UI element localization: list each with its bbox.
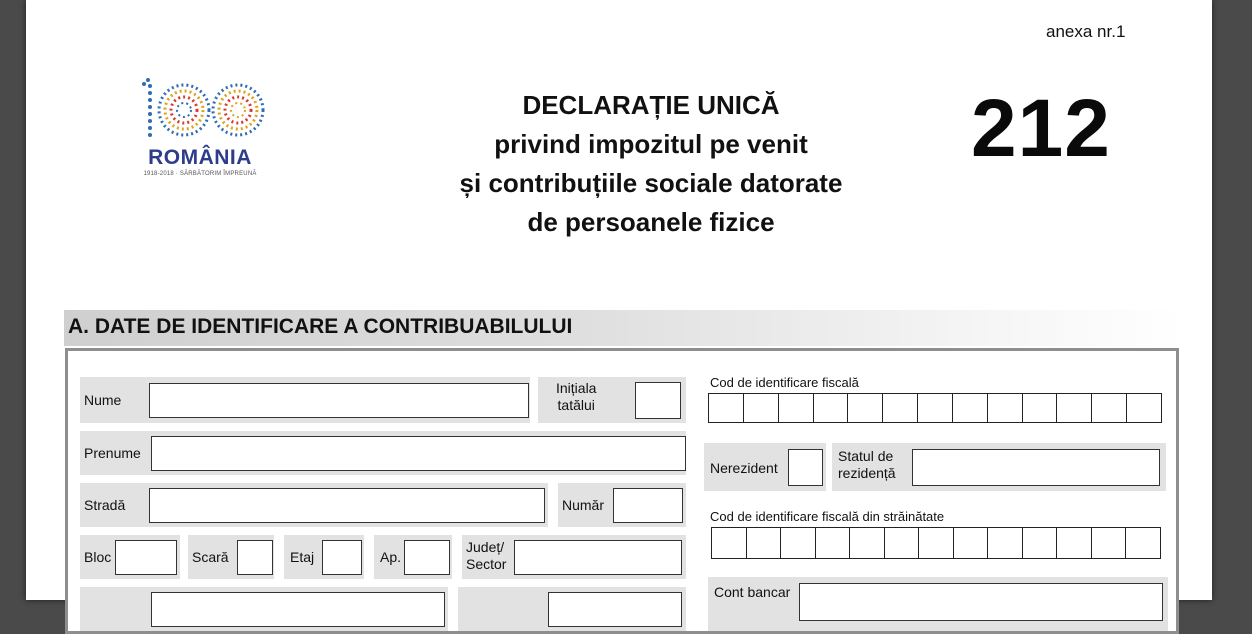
form-number: 212 xyxy=(971,83,1111,174)
nerezident-checkbox[interactable] xyxy=(788,449,823,486)
centenary-100-icon xyxy=(132,76,268,146)
etaj-input[interactable] xyxy=(322,540,362,575)
cont-bancar-label: Cont bancar xyxy=(714,584,791,600)
title-line-1: DECLARAȚIE UNICĂ xyxy=(522,90,780,120)
prenume-input[interactable] xyxy=(151,436,686,471)
section-a-header xyxy=(64,310,1184,346)
cif-strainatate-digit-boxes[interactable] xyxy=(711,527,1161,559)
form-page xyxy=(26,0,1212,600)
cif-label: Cod de identificare fiscală xyxy=(710,375,859,390)
cif-strainatate-label: Cod de identificare fiscală din străinătate xyxy=(710,509,945,524)
logo-tagline: 1918-2018 · SĂRBĂTORIM ÎMPREUNĂ xyxy=(143,171,257,177)
nume-input[interactable] xyxy=(149,383,529,418)
localitate-cell xyxy=(80,587,448,631)
bloc-cell xyxy=(80,535,180,579)
title-line-2: privind impozitul pe venit xyxy=(494,129,808,159)
section-a-title: A. DATE DE IDENTIFICARE A CONTRIBUABILULUI xyxy=(68,315,573,338)
ap-input[interactable] xyxy=(404,540,450,575)
judet-label: Județ/ Sector xyxy=(466,539,507,572)
initiala-cell xyxy=(538,377,686,423)
bloc-label: Bloc xyxy=(84,549,112,565)
statut-label: Statul de rezidență xyxy=(838,448,896,481)
title-line-3: și contribuțiile sociale datorate xyxy=(459,168,843,198)
localitate-input[interactable] xyxy=(151,592,445,627)
numar-label: Număr xyxy=(562,497,605,513)
etaj-label: Etaj xyxy=(290,549,315,565)
scara-input[interactable] xyxy=(237,540,273,575)
initiala-label: Inițiala tatălui xyxy=(556,380,597,413)
numar-cell xyxy=(558,483,686,527)
bloc-input[interactable] xyxy=(115,540,177,575)
cod-postal-cell xyxy=(458,587,686,631)
prenume-label: Prenume xyxy=(84,445,141,461)
strada-input[interactable] xyxy=(149,488,545,523)
scara-cell xyxy=(188,535,274,579)
cod-postal-input[interactable] xyxy=(548,592,682,627)
prenume-cell xyxy=(80,431,686,475)
strada-label: Stradă xyxy=(84,497,126,513)
nume-label: Nume xyxy=(84,392,122,408)
nerezident-cell xyxy=(704,443,826,491)
scara-label: Scară xyxy=(192,549,229,565)
judet-cell xyxy=(462,535,686,579)
title-line-4: de persoanele fizice xyxy=(527,207,775,237)
ap-label: Ap. xyxy=(380,549,402,565)
cif-digit-boxes[interactable] xyxy=(708,393,1162,423)
nume-cell xyxy=(80,377,530,423)
statut-cell xyxy=(832,443,1166,491)
cont-bancar-input[interactable] xyxy=(799,583,1163,621)
romania-centenary-logo xyxy=(132,76,268,180)
nerezident-label: Nerezident xyxy=(710,460,778,476)
form-title xyxy=(346,86,956,242)
numar-input[interactable] xyxy=(613,488,683,523)
ap-cell xyxy=(374,535,452,579)
etaj-cell xyxy=(284,535,364,579)
statut-input[interactable] xyxy=(912,449,1160,486)
section-a-frame xyxy=(65,348,1179,634)
strada-cell xyxy=(80,483,548,527)
cont-bancar-cell xyxy=(708,577,1168,631)
initiala-input[interactable] xyxy=(635,382,681,419)
logo-wordmark: ROMÂNIA xyxy=(148,146,252,169)
annex-label: anexa nr.1 xyxy=(1046,22,1126,41)
judet-input[interactable] xyxy=(514,540,682,575)
